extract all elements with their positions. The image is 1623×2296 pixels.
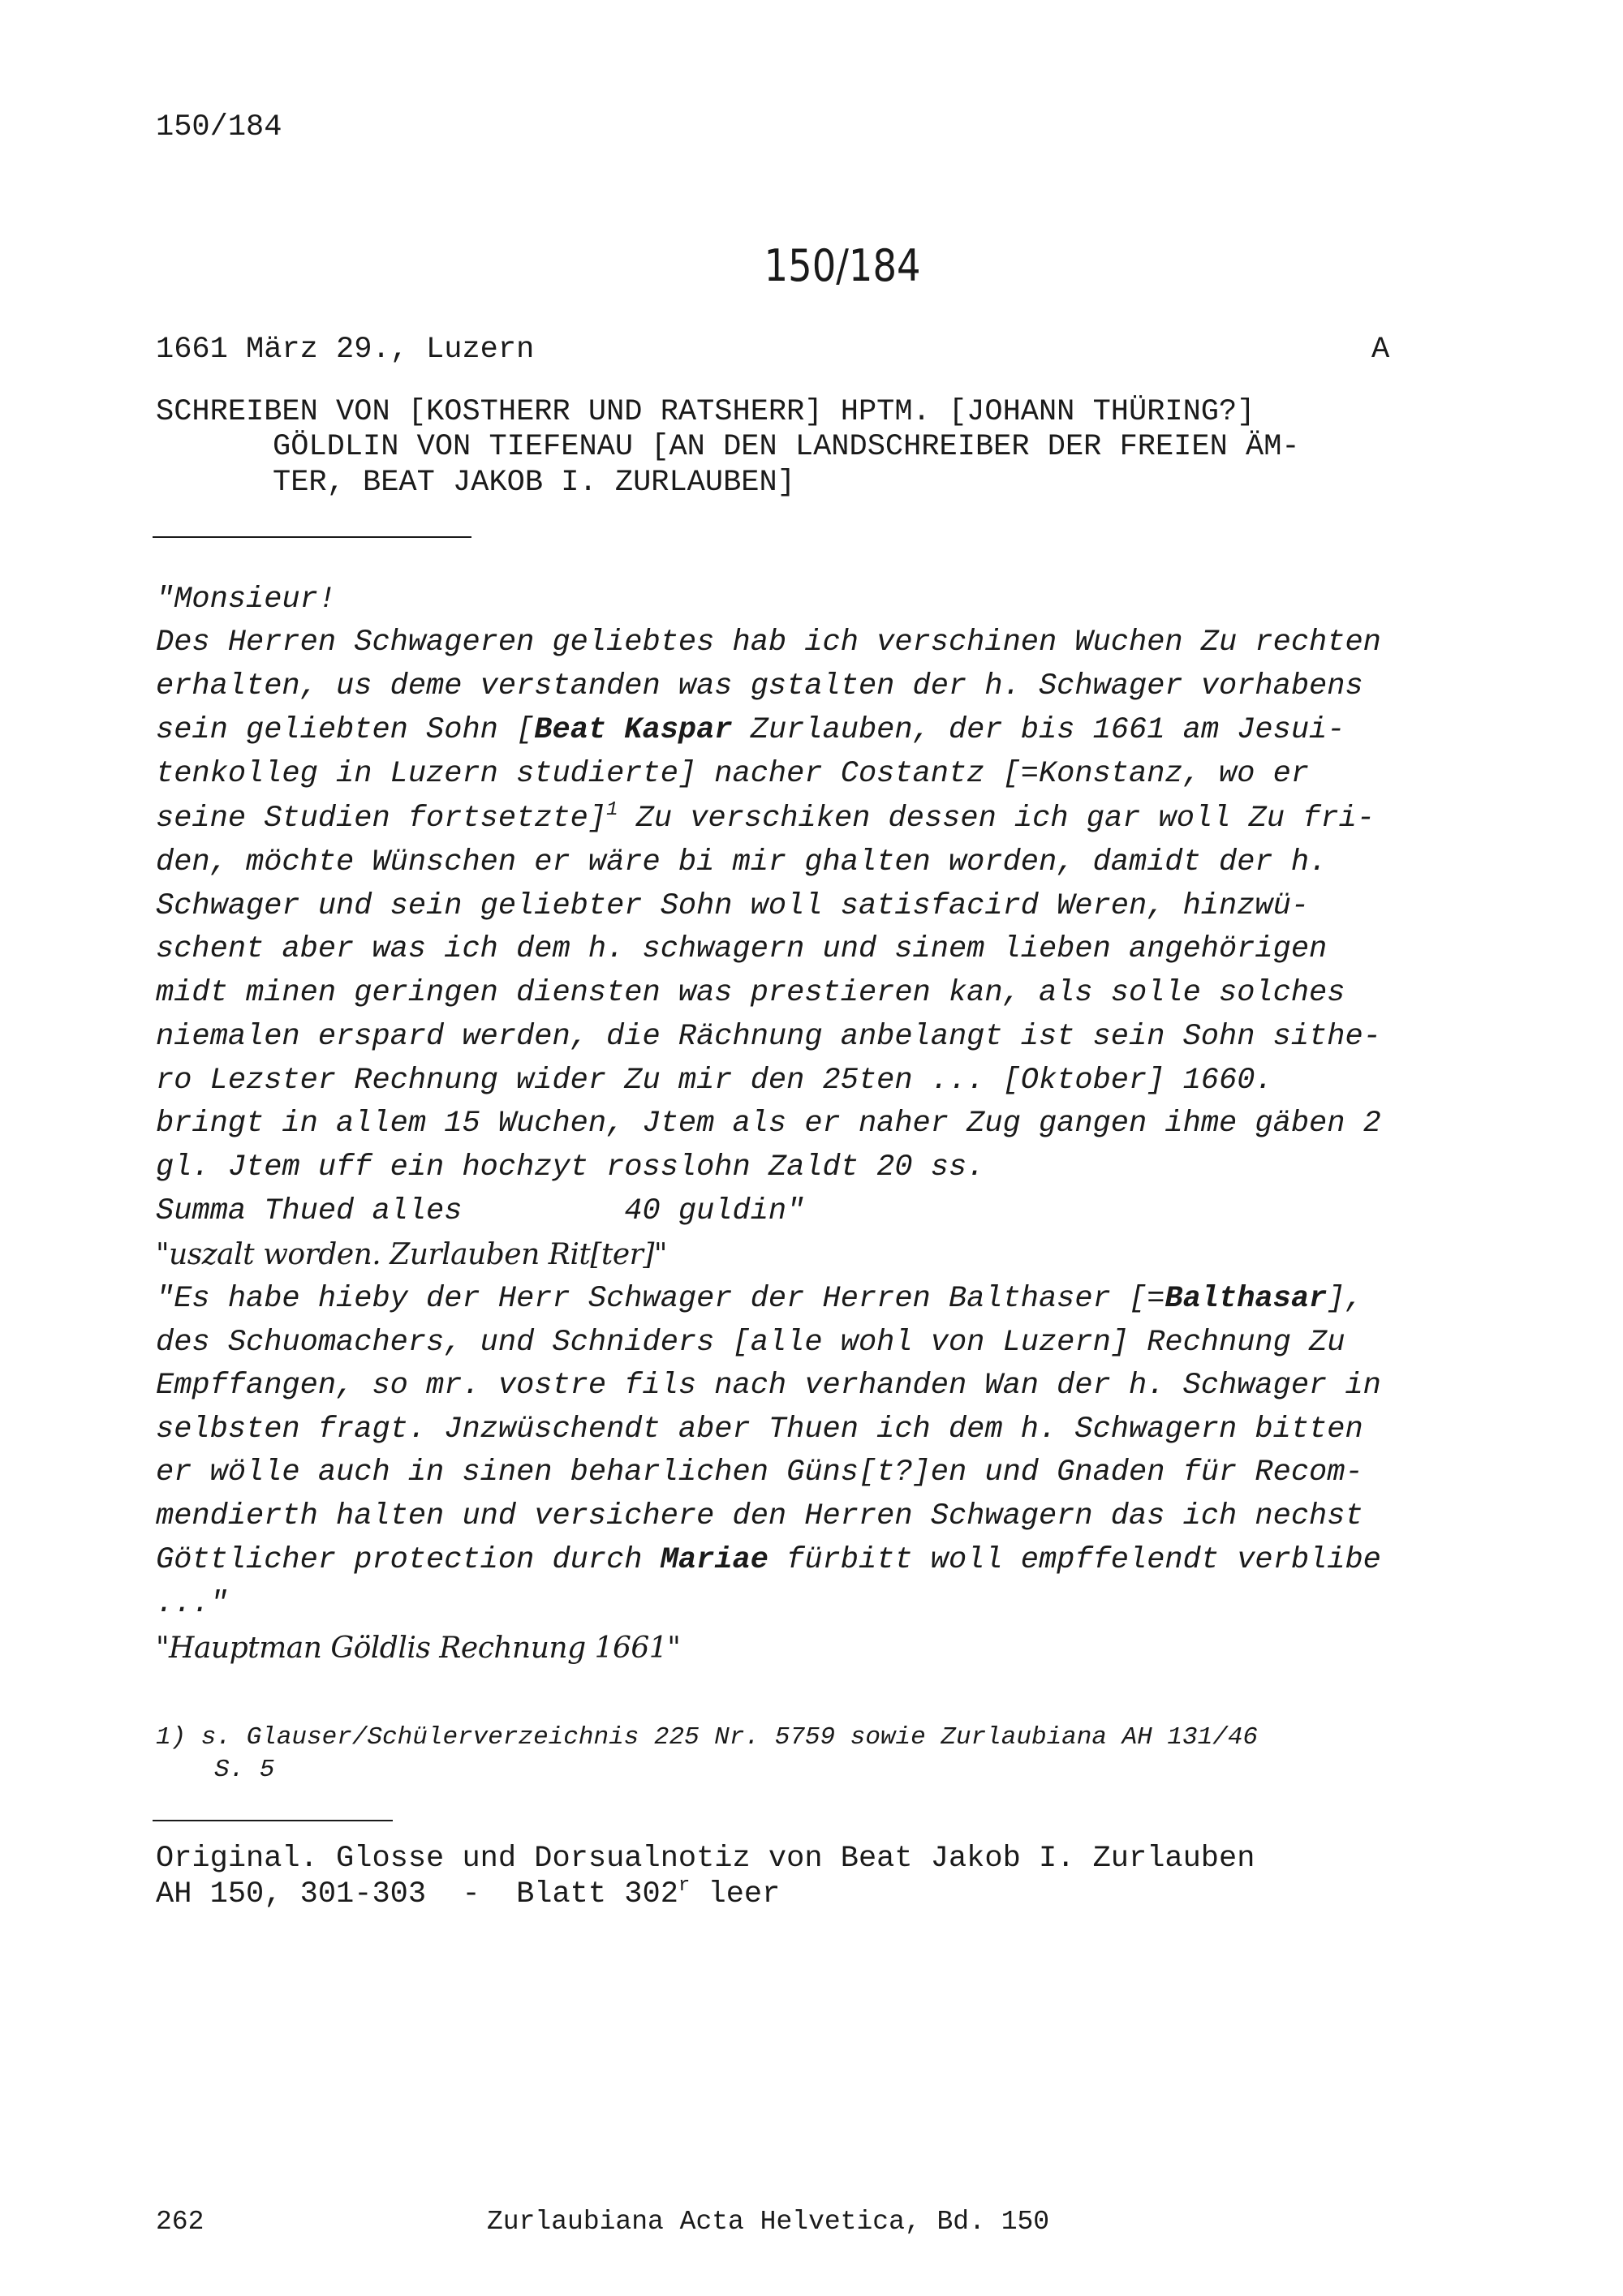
body-line xyxy=(156,713,1345,747)
body-text: sein geliebten Sohn [ xyxy=(156,713,535,747)
body-text: Zu verschiken dessen ich gar woll Zu fri- xyxy=(618,802,1375,836)
date-place: 1661 März 29., Luzern xyxy=(156,333,535,367)
body-text: Göttlicher protection durch xyxy=(156,1543,661,1577)
glosse-line: "uszalt worden. Zurlauben Rit[ter]" xyxy=(156,1238,667,1271)
source-text: AH 150, 301-303 - Blatt 302 xyxy=(156,1877,678,1911)
body-text: fürbitt woll empffelendt verblibe xyxy=(768,1543,1381,1577)
footnote-line-2: S. 5 xyxy=(214,1756,275,1784)
body-line: er wölle auch in sinen beharlichen Güns[t?]en und Gnaden für Recom- xyxy=(156,1455,1363,1490)
footnote-marker: 1 xyxy=(606,799,618,821)
body-line: Schwager und sein geliebter Sohn woll satisfacird Weren, hinzwü- xyxy=(156,889,1310,923)
heading-line-1: SCHREIBEN VON [KOSTHERR UND RATSHERR] HPTM. [JOHANN THÜRING?] xyxy=(156,395,1255,429)
body-line: tenkolleg in Luzern studierte] nacher Costantz [=Konstanz, wo er xyxy=(156,757,1310,791)
name-beat-kaspar: Beat Kaspar xyxy=(534,713,733,747)
heading-line-3: TER, BEAT JAKOB I. ZURLAUBEN] xyxy=(273,466,795,500)
heading-line-2: GÖLDLIN VON TIEFENAU [AN DEN LANDSCHREIBER DER FREIEN ÄM- xyxy=(273,430,1300,464)
source-text: leer xyxy=(690,1877,781,1911)
recto-marker: r xyxy=(678,1875,691,1897)
body-line: mendierth halten und versichere den Herren Schwagern das ich nechst xyxy=(156,1499,1363,1533)
page-number: 262 xyxy=(156,2207,204,2237)
body-text: Zurlauben, der bis 1661 am Jesui- xyxy=(732,713,1345,747)
body-line: des Schuomachers, und Schniders [alle wohl von Luzern] Rechnung Zu xyxy=(156,1326,1345,1360)
body-line xyxy=(156,799,1375,836)
source-line-1: Original. Glosse und Dorsualnotiz von Beat Jakob I. Zurlauben xyxy=(156,1842,1255,1876)
body-text: seine Studien fortsetzte] xyxy=(156,802,607,836)
source-line-2 xyxy=(156,1877,780,1911)
body-line: Empffangen, so mr. vostre fils nach verhanden Wan der h. Schwager in xyxy=(156,1369,1381,1403)
dorsual-note-line: "Hauptman Göldlis Rechnung 1661" xyxy=(156,1632,681,1665)
series-title: Zurlaubiana Acta Helvetica, Bd. 150 xyxy=(487,2207,1050,2237)
body-line: selbsten fragt. Jnzwüschendt aber Thuen ich dem h. Schwagern bitten xyxy=(156,1412,1363,1447)
body-line: niemalen erspard werden, die Rächnung anbelangt ist sein Sohn sithe- xyxy=(156,1020,1381,1054)
running-head: 150/184 xyxy=(156,110,282,144)
archive-letter: A xyxy=(1371,333,1390,367)
body-line: schent aber was ich dem h. schwagern und sinem lieben angehörigen xyxy=(156,932,1328,966)
footnote-divider xyxy=(153,1820,393,1821)
body-line: "Monsieur! xyxy=(156,583,337,617)
body-line: ro Lezster Rechnung wider Zu mir den 25ten ... [Oktober] 1660. xyxy=(156,1064,1273,1098)
body-line: gl. Jtem uff ein hochzyt rosslohn Zaldt 20 ss. xyxy=(156,1150,985,1185)
body-line xyxy=(156,1543,1381,1577)
body-line: Summa Thued alles 40 guldin" xyxy=(156,1194,805,1228)
name-mariae: Mariae xyxy=(660,1543,768,1577)
body-line: midt minen geringen diensten was prestieren kan, als solle solches xyxy=(156,976,1345,1010)
body-line: erhalten, us deme verstanden was gstalten der h. Schwager vorhabens xyxy=(156,669,1363,703)
name-balthasar: Balthasar xyxy=(1165,1282,1328,1316)
document-title: 150/184 xyxy=(764,240,921,291)
body-line: bringt in allem 15 Wuchen, Jtem als er naher Zug gangen ihme gäben 2 xyxy=(156,1107,1381,1141)
body-line: den, möchte Wünschen er wäre bi mir ghalten worden, damidt der h. xyxy=(156,845,1328,879)
body-line: ..." xyxy=(156,1587,228,1621)
body-text: "Es habe hieby der Herr Schwager der Herren Balthaser [= xyxy=(156,1282,1165,1316)
body-text: ], xyxy=(1327,1282,1363,1316)
footnote-line-1: 1) s. Glauser/Schülerverzeichnis 225 Nr. 5759 sowie Zurlaubiana AH 131/46 xyxy=(156,1723,1259,1752)
body-line: Des Herren Schwageren geliebtes hab ich verschinen Wuchen Zu rechten xyxy=(156,626,1381,660)
heading-divider xyxy=(153,536,471,538)
body-line xyxy=(156,1282,1363,1316)
